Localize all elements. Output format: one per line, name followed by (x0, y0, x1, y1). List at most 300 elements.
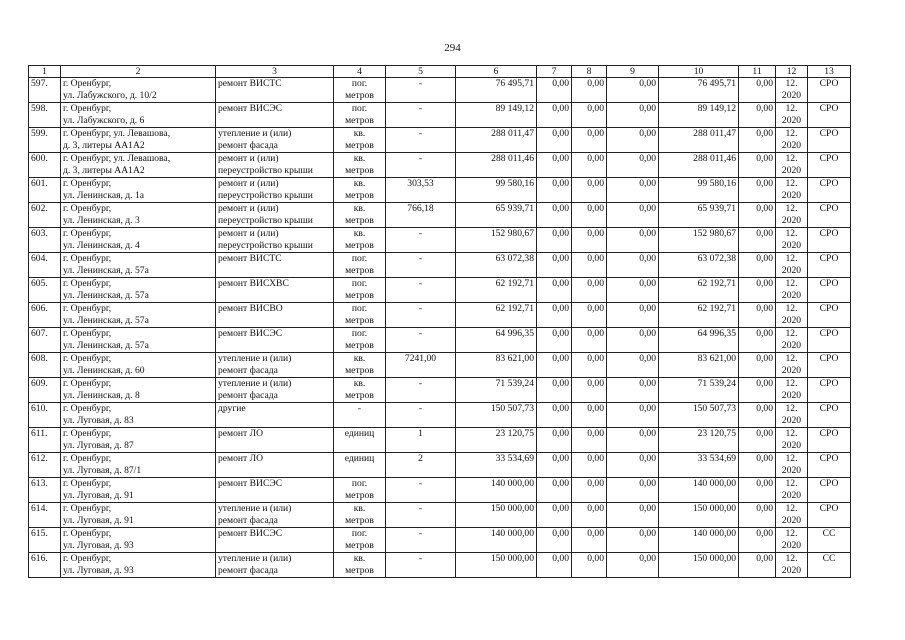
method-cell (808, 453, 851, 478)
row-number (29, 528, 61, 553)
unit-cell-text: кв. (353, 553, 366, 564)
total-cost-cell-text: 76 495,71 (495, 78, 534, 89)
value-cell-text: 0,00 (552, 278, 569, 289)
method-cell (808, 353, 851, 378)
total-cost-cell-text: 140 000,00 (490, 478, 534, 489)
fund-cost-cell (659, 378, 739, 403)
unit-cell-text: метров (345, 165, 374, 176)
method-cell (808, 553, 851, 578)
quantity-cell-text: - (418, 78, 423, 89)
address-cell (61, 103, 216, 128)
method-cell-text: СРО (819, 203, 839, 214)
work-type-cell (216, 378, 334, 403)
quantity-cell-text: 303,53 (407, 178, 434, 189)
value-cell (607, 328, 659, 353)
address-cell-text: г. Оренбург, (63, 103, 112, 114)
row-number-text: 610. (31, 403, 48, 414)
unit-cell-text: пог. (351, 278, 368, 289)
deadline-cell-text: 12. (785, 403, 798, 414)
work-type-cell-text: ремонт фасада (218, 140, 278, 151)
value-cell (607, 553, 659, 578)
value-cell (607, 103, 659, 128)
work-type-cell-text: ремонт ВИСТС (218, 253, 282, 264)
quantity-cell-text: - (418, 278, 423, 289)
unit-cell-text: единиц (344, 428, 375, 439)
deadline-cell-text: 2020 (781, 340, 802, 351)
address-cell-text: г. Оренбург, (63, 503, 112, 514)
unit-cell (334, 278, 386, 303)
quantity-cell-text: - (418, 528, 423, 539)
work-type-cell-text: ремонт фасада (218, 515, 278, 526)
unit-cell-text: метров (345, 265, 374, 276)
unit-cell (334, 378, 386, 403)
value-cell (607, 403, 659, 428)
work-type-cell-text: ремонт фасада (218, 565, 278, 576)
row-number-text: 614. (31, 503, 48, 514)
unit-cell (334, 253, 386, 278)
value-cell-text: 0,00 (587, 528, 604, 539)
table-row (29, 503, 851, 528)
method-cell (808, 128, 851, 153)
method-cell-text: СРО (819, 453, 839, 464)
value-cell-text: 0,00 (756, 328, 773, 339)
address-cell-text: д. 3, литеры АА1А2 (63, 140, 145, 151)
value-cell-text: 0,00 (552, 503, 569, 514)
deadline-cell-text: 2020 (781, 190, 802, 201)
value-cell (572, 503, 607, 528)
total-cost-cell (456, 353, 537, 378)
deadline-cell (776, 103, 808, 128)
unit-cell-text: кв. (353, 128, 366, 139)
quantity-cell-text: - (418, 253, 423, 264)
value-cell (739, 203, 776, 228)
row-number-text: 600. (31, 153, 48, 164)
total-cost-cell-text: 288 011,46 (491, 153, 534, 164)
row-number-text: 615. (31, 528, 48, 539)
value-cell-text: 0,00 (756, 453, 773, 464)
row-number-text: 611. (31, 428, 48, 439)
total-cost-cell (456, 453, 537, 478)
address-cell (61, 528, 216, 553)
quantity-cell (386, 203, 456, 228)
quantity-cell (386, 228, 456, 253)
quantity-cell-text: - (418, 503, 423, 514)
value-cell (739, 428, 776, 453)
address-cell-text: г. Оренбург, (63, 403, 112, 414)
method-cell-text: СРО (819, 253, 839, 264)
work-type-cell-text: ремонт и (или) (218, 228, 279, 239)
work-type-cell (216, 78, 334, 103)
work-type-cell (216, 328, 334, 353)
total-cost-cell (456, 478, 537, 503)
work-type-cell-text: ремонт ВИСЭС (218, 103, 283, 114)
value-cell (537, 453, 572, 478)
value-cell (537, 503, 572, 528)
unit-cell (334, 103, 386, 128)
deadline-cell (776, 553, 808, 578)
unit-cell-text: кв. (353, 178, 366, 189)
fund-cost-cell (659, 403, 739, 428)
fund-cost-cell (659, 128, 739, 153)
unit-cell-text: единиц (344, 453, 375, 464)
work-type-cell-text: переустройство крыши (218, 165, 313, 176)
value-cell-text: 0,00 (552, 478, 569, 489)
quantity-cell-text: - (418, 328, 423, 339)
value-cell (739, 253, 776, 278)
value-cell (572, 128, 607, 153)
unit-cell-text: метров (345, 140, 374, 151)
value-cell-text: 0,00 (587, 228, 604, 239)
work-type-cell (216, 428, 334, 453)
column-header: 10 (659, 66, 739, 78)
address-cell-text: г. Оренбург, ул. Левашова, (63, 128, 171, 139)
deadline-cell-text: 2020 (781, 115, 802, 126)
method-cell-text: СРО (819, 428, 839, 439)
quantity-cell (386, 428, 456, 453)
quantity-cell-text: - (418, 403, 423, 414)
value-cell (739, 353, 776, 378)
value-cell (607, 378, 659, 403)
value-cell (572, 528, 607, 553)
table-row (29, 103, 851, 128)
value-cell (739, 478, 776, 503)
value-cell-text: 0,00 (756, 203, 773, 214)
value-cell (572, 203, 607, 228)
fund-cost-cell (659, 178, 739, 203)
value-cell (572, 353, 607, 378)
value-cell-text: 0,00 (587, 478, 604, 489)
address-cell-text: г. Оренбург, (63, 253, 112, 264)
fund-cost-cell-text: 99 580,16 (697, 178, 736, 189)
deadline-cell (776, 153, 808, 178)
header-row (29, 66, 851, 78)
work-type-cell-text: переустройство крыши (218, 240, 313, 251)
value-cell (572, 478, 607, 503)
deadline-cell (776, 128, 808, 153)
unit-cell-text: пог. (351, 328, 368, 339)
unit-cell (334, 128, 386, 153)
works-table (28, 65, 851, 578)
work-type-cell-text (218, 265, 331, 277)
value-cell (572, 178, 607, 203)
fund-cost-cell (659, 353, 739, 378)
deadline-cell-text: 12. (785, 503, 798, 514)
unit-cell-text: пог. (351, 478, 368, 489)
unit-cell-text: пог. (351, 528, 368, 539)
method-cell-text: СРО (819, 328, 839, 339)
deadline-cell (776, 278, 808, 303)
fund-cost-cell (659, 103, 739, 128)
address-cell (61, 228, 216, 253)
value-cell-text: 0,00 (587, 303, 604, 314)
unit-cell (334, 428, 386, 453)
value-cell-text: 0,00 (552, 403, 569, 414)
quantity-cell (386, 78, 456, 103)
unit-cell (334, 478, 386, 503)
address-cell-text: д. 3, литеры АА1А2 (63, 165, 145, 176)
deadline-cell-text: 12. (785, 428, 798, 439)
value-cell (739, 328, 776, 353)
quantity-cell (386, 453, 456, 478)
address-cell (61, 278, 216, 303)
table-row (29, 453, 851, 478)
unit-cell-text: метров (345, 515, 374, 526)
row-number-text: 604. (31, 253, 48, 264)
total-cost-cell (456, 278, 537, 303)
fund-cost-cell (659, 478, 739, 503)
total-cost-cell-text: 152 980,67 (490, 228, 534, 239)
method-cell-text: СС (822, 553, 836, 564)
value-cell-text: 0,00 (756, 103, 773, 114)
work-type-cell-text: переустройство крыши (218, 190, 313, 201)
column-header: 5 (386, 66, 456, 78)
total-cost-cell-text: 63 072,38 (495, 253, 534, 264)
method-cell (808, 328, 851, 353)
value-cell (537, 203, 572, 228)
unit-cell (334, 553, 386, 578)
work-type-cell-text (218, 340, 331, 352)
fund-cost-cell-text: 140 000,00 (692, 528, 736, 539)
value-cell-text: 0,00 (756, 403, 773, 414)
work-type-cell (216, 128, 334, 153)
table-row (29, 203, 851, 228)
deadline-cell-text: 12. (785, 228, 798, 239)
method-cell (808, 278, 851, 303)
unit-cell-text: кв. (353, 378, 366, 389)
address-cell-text: ул. Луговая, д. 93 (63, 540, 134, 551)
address-cell (61, 453, 216, 478)
value-cell (537, 278, 572, 303)
unit-cell (334, 328, 386, 353)
value-cell (607, 178, 659, 203)
total-cost-cell-text: 62 192,71 (495, 278, 534, 289)
address-cell-text: г. Оренбург, (63, 203, 112, 214)
address-cell-text: г. Оренбург, (63, 353, 112, 364)
unit-cell (334, 503, 386, 528)
unit-cell-text: метров (345, 390, 374, 401)
value-cell-text: 0,00 (639, 503, 656, 514)
quantity-cell-text: 2 (418, 453, 423, 464)
value-cell (739, 178, 776, 203)
work-type-cell-text (218, 115, 331, 127)
value-cell-text: 0,00 (639, 303, 656, 314)
quantity-cell-text: - (418, 153, 423, 164)
value-cell (607, 78, 659, 103)
unit-cell (334, 528, 386, 553)
total-cost-cell (456, 128, 537, 153)
quantity-cell (386, 278, 456, 303)
work-type-cell (216, 453, 334, 478)
deadline-cell (776, 203, 808, 228)
value-cell (607, 478, 659, 503)
table-row (29, 78, 851, 103)
deadline-cell-text: 12. (785, 203, 798, 214)
address-cell (61, 378, 216, 403)
work-type-cell-text: ремонт ЛО (218, 453, 264, 464)
fund-cost-cell (659, 428, 739, 453)
table-row (29, 478, 851, 503)
value-cell-text: 0,00 (639, 253, 656, 264)
row-number (29, 228, 61, 253)
deadline-cell-text: 2020 (781, 165, 802, 176)
total-cost-cell-text: 64 996,35 (495, 328, 534, 339)
deadline-cell (776, 328, 808, 353)
row-number (29, 253, 61, 278)
row-number (29, 278, 61, 303)
total-cost-cell-text: 150 000,00 (490, 553, 534, 564)
value-cell-text: 0,00 (756, 153, 773, 164)
quantity-cell-text: - (418, 378, 423, 389)
value-cell (607, 253, 659, 278)
method-cell (808, 528, 851, 553)
address-cell (61, 553, 216, 578)
total-cost-cell (456, 528, 537, 553)
deadline-cell-text: 12. (785, 553, 798, 564)
quantity-cell (386, 178, 456, 203)
address-cell (61, 303, 216, 328)
work-type-cell (216, 178, 334, 203)
method-cell (808, 178, 851, 203)
value-cell (739, 78, 776, 103)
table-row (29, 528, 851, 553)
unit-cell-text: пог. (351, 78, 368, 89)
value-cell-text: 0,00 (756, 503, 773, 514)
address-cell-text: г. Оренбург, (63, 303, 112, 314)
quantity-cell (386, 403, 456, 428)
deadline-cell-text: 2020 (781, 365, 802, 376)
quantity-cell (386, 303, 456, 328)
address-cell (61, 353, 216, 378)
deadline-cell-text: 2020 (781, 465, 802, 476)
deadline-cell-text: 12. (785, 253, 798, 264)
value-cell-text: 0,00 (587, 328, 604, 339)
fund-cost-cell-text: 76 495,71 (697, 78, 736, 89)
value-cell-text: 0,00 (756, 428, 773, 439)
quantity-cell-text: - (418, 228, 423, 239)
value-cell-text: 0,00 (552, 378, 569, 389)
address-cell (61, 478, 216, 503)
method-cell-text: СРО (819, 478, 839, 489)
quantity-cell-text: 766,18 (407, 203, 434, 214)
quantity-cell-text: 7241,00 (404, 353, 437, 364)
fund-cost-cell (659, 528, 739, 553)
address-cell (61, 503, 216, 528)
total-cost-cell-text: 140 000,00 (490, 528, 534, 539)
unit-cell-text: метров (345, 290, 374, 301)
value-cell (739, 128, 776, 153)
quantity-cell (386, 353, 456, 378)
value-cell-text: 0,00 (756, 353, 773, 364)
row-number (29, 103, 61, 128)
value-cell (607, 353, 659, 378)
unit-cell-text: кв. (353, 503, 366, 514)
address-cell-text: ул. Луговая, д. 87 (63, 440, 134, 451)
value-cell-text: 0,00 (639, 153, 656, 164)
value-cell (537, 353, 572, 378)
value-cell (572, 453, 607, 478)
work-type-cell-text: утепление и (или) (218, 553, 292, 564)
work-type-cell-text: утепление и (или) (218, 503, 292, 514)
total-cost-cell (456, 203, 537, 228)
value-cell (607, 453, 659, 478)
value-cell (572, 103, 607, 128)
address-cell (61, 328, 216, 353)
quantity-cell (386, 128, 456, 153)
address-cell-text: ул. Луговая, д. 87/1 (63, 465, 142, 476)
value-cell-text: 0,00 (587, 553, 604, 564)
value-cell-text: 0,00 (639, 178, 656, 189)
column-header: 1 (29, 66, 61, 78)
method-cell (808, 403, 851, 428)
work-type-cell (216, 553, 334, 578)
value-cell (537, 428, 572, 453)
value-cell (739, 278, 776, 303)
value-cell (739, 103, 776, 128)
value-cell (607, 528, 659, 553)
deadline-cell (776, 453, 808, 478)
value-cell-text: 0,00 (552, 153, 569, 164)
row-number (29, 478, 61, 503)
method-cell-text: СРО (819, 153, 839, 164)
value-cell-text: 0,00 (639, 428, 656, 439)
address-cell (61, 78, 216, 103)
value-cell (537, 328, 572, 353)
method-cell (808, 503, 851, 528)
fund-cost-cell-text: 23 120,75 (697, 428, 736, 439)
quantity-cell-text: - (418, 128, 423, 139)
deadline-cell-text: 12. (785, 528, 798, 539)
value-cell-text: 0,00 (552, 178, 569, 189)
deadline-cell-text: 12. (785, 178, 798, 189)
method-cell (808, 153, 851, 178)
quantity-cell (386, 503, 456, 528)
work-type-cell-text (218, 490, 331, 502)
work-type-cell (216, 103, 334, 128)
value-cell (607, 428, 659, 453)
quantity-cell-text: - (418, 303, 423, 314)
address-cell (61, 203, 216, 228)
table-row (29, 553, 851, 578)
unit-cell (334, 453, 386, 478)
fund-cost-cell (659, 203, 739, 228)
fund-cost-cell (659, 553, 739, 578)
row-number-text: 602. (31, 203, 48, 214)
value-cell (607, 228, 659, 253)
column-header: 2 (61, 66, 216, 78)
row-number-text: 609. (31, 378, 48, 389)
quantity-cell-text: 1 (418, 428, 423, 439)
column-header: 6 (456, 66, 537, 78)
address-cell-text: ул. Ленинская, д. 57а (63, 315, 149, 326)
value-cell (572, 278, 607, 303)
work-type-cell-text (218, 465, 331, 477)
method-cell-text: СРО (819, 353, 839, 364)
value-cell-text: 0,00 (587, 428, 604, 439)
address-cell (61, 253, 216, 278)
value-cell-text: 0,00 (552, 203, 569, 214)
value-cell-text: 0,00 (639, 203, 656, 214)
row-number (29, 428, 61, 453)
address-cell (61, 403, 216, 428)
deadline-cell-text: 2020 (781, 265, 802, 276)
work-type-cell (216, 228, 334, 253)
work-type-cell-text: ремонт ВИСЭС (218, 478, 283, 489)
value-cell (537, 128, 572, 153)
value-cell (739, 378, 776, 403)
row-number (29, 128, 61, 153)
unit-cell-text: метров (345, 215, 374, 226)
value-cell-text: 0,00 (756, 78, 773, 89)
